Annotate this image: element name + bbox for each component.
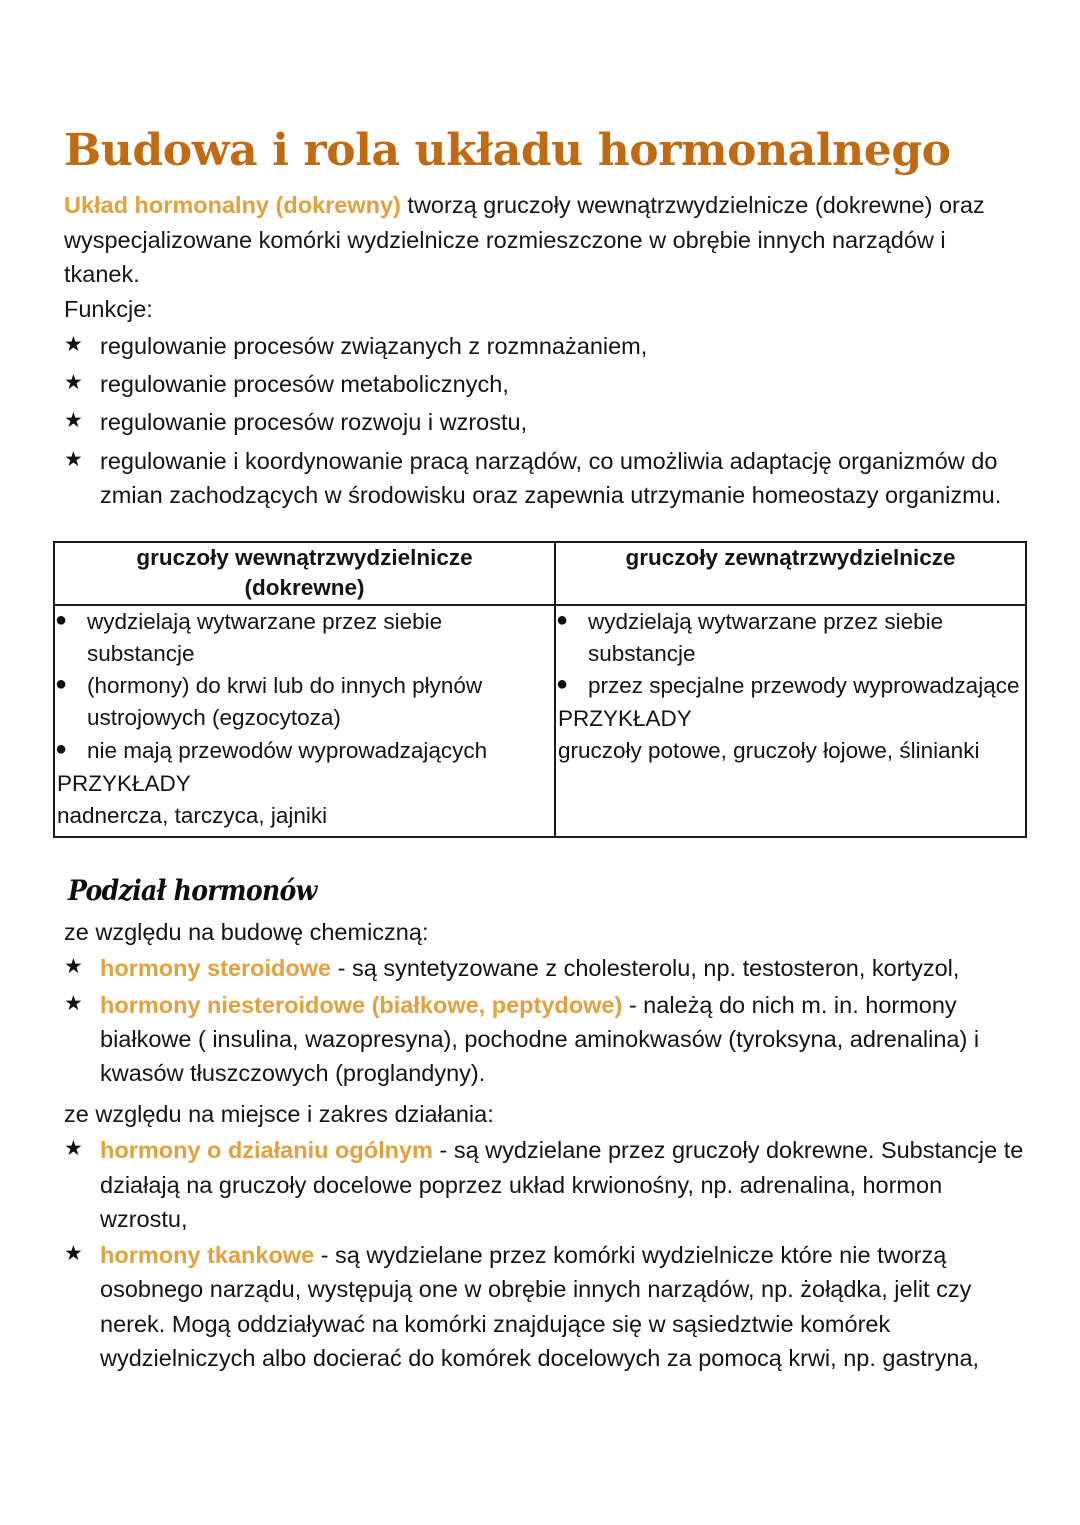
internal-examples-label: PRZYKŁADY (57, 771, 191, 797)
term-description: - są syntetyzowane z cholesterolu, np. testosteron, kortyzol, (331, 955, 960, 982)
list-item (64, 951, 1026, 985)
list-item-label: (hormony) do krwi lub do innych płynów ustrojowych (egzocytoza) (87, 673, 483, 731)
internal-glands-bullets (55, 606, 554, 768)
table-header-internal-line2: (dokrewne) (244, 575, 365, 601)
list-item (64, 988, 1026, 1091)
scope-hormones-list (64, 1133, 1026, 1375)
star-icon: ★ (64, 447, 83, 471)
intro-rest: tworzą gruczoły wewnątrzwydzielnicze (dokrewne) oraz wyspecjalizowane komórki wydzielnicze rozmieszczone w obrębie innych narządów i tkanek. (64, 191, 985, 288)
functions-label: Funkcje: (64, 296, 153, 323)
star-icon: ★ (64, 332, 83, 356)
document-content (55, 125, 1026, 1381)
lead-chemical-structure: ze względu na budowę chemiczną: (64, 918, 429, 945)
bullet-dot-icon: ● (55, 673, 68, 696)
list-item (556, 670, 1025, 702)
star-icon: ★ (64, 991, 83, 1015)
external-examples-value: gruczoły potowe, gruczoły łojowe, ślinianki (558, 738, 980, 764)
list-item-label: regulowanie i koordynowanie pracą narządów, co umożliwia adaptację organizmów do zmian zachodzących w środowisku oraz zapewnia utrzymanie homeostazy organizmu. (100, 447, 1002, 508)
table-cell-internal-glands (54, 605, 555, 837)
table-cell-external-glands (555, 605, 1026, 837)
star-icon: ★ (64, 1242, 83, 1266)
list-item (64, 367, 1026, 401)
bullet-dot-icon: ● (556, 673, 569, 696)
lead-scope-of-action: ze względu na miejsce i zakres działania: (64, 1100, 494, 1127)
star-icon: ★ (64, 409, 83, 433)
list-item (64, 329, 1026, 363)
term-description: - są wydzielane przez gruczoły dokrewne. Substancje te działają na gruczoły docelowe poprzez układ krwionośny, np. adrenalina, hormon wzrostu, (100, 1137, 1024, 1232)
star-icon: ★ (64, 1137, 83, 1161)
bullet-dot-icon: ● (55, 738, 68, 761)
table-header-row (54, 542, 1026, 604)
list-item (64, 444, 1026, 513)
list-item (556, 606, 1025, 670)
list-item-label: przez specjalne przewody wyprowadzające (588, 673, 1020, 699)
table-row (54, 605, 1026, 837)
table-header-external-line1: gruczoły zewnątrzwydzielnicze (625, 545, 956, 571)
table-header-internal-glands (54, 542, 555, 604)
external-glands-bullets (556, 606, 1025, 703)
functions-list (64, 329, 1026, 512)
list-item (64, 1133, 1026, 1236)
intro-paragraph (64, 188, 1026, 292)
bullet-dot-icon: ● (556, 608, 569, 631)
list-item-label: regulowanie procesów rozwoju i wzrostu, (100, 409, 528, 436)
list-item (55, 735, 554, 767)
table-header-external-glands (555, 542, 1026, 604)
term-description: - są wydzielane przez komórki wydzielnicze które nie tworzą osobnego narządu, występują one w obrębie innych narządów, np. żołądka, jelit czy nerek. Mogą oddziaływać na komórki znajdujące się w sąsiedztwie komórek wydzielniczych albo docierać do komórek docelowych za pomocą krwi, np. gastryna, (100, 1242, 980, 1372)
star-icon: ★ (64, 371, 83, 395)
list-item-content (100, 951, 1026, 985)
glands-table-wrapper (53, 541, 1025, 837)
list-item-label: nie mają przewodów wyprowadzających (87, 738, 488, 764)
list-item (55, 606, 554, 670)
list-item (64, 405, 1026, 439)
list-item (64, 1238, 1026, 1375)
page-title: Budowa i rola układu hormonalnego (64, 125, 951, 176)
list-item-label: wydzielają wytwarzane przez siebie substancje (87, 608, 443, 666)
chemical-hormones-list (64, 951, 1026, 1090)
list-item-label: regulowanie procesów związanych z rozmnażaniem, (100, 332, 648, 359)
term-label: hormony steroidowe (100, 955, 332, 982)
term-label: hormony tkankowe (100, 1242, 315, 1269)
bullet-dot-icon: ● (55, 608, 68, 631)
list-item (55, 670, 554, 734)
list-item-label: wydzielają wytwarzane przez siebie substancje (588, 608, 944, 666)
glands-comparison-table (53, 541, 1027, 837)
term-label: hormony niesteroidowe (białkowe, peptydowe) (100, 991, 623, 1018)
intro-highlight: Układ hormonalny (dokrewny) (64, 191, 401, 218)
section-heading-division: Podział hormonów (68, 873, 317, 907)
term-description: - należą do nich m. in. hormony białkowe ( insulina, wazopresyna), pochodne aminokwasów (tyroksyna, adrenalina) i kwasów tłuszczowych (proglandyny). (100, 991, 980, 1087)
external-examples-label: PRZYKŁADY (558, 706, 692, 732)
list-item-label: regulowanie procesów metabolicznych, (100, 371, 509, 398)
list-item-content (100, 1238, 1026, 1375)
term-label: hormony o działaniu ogólnym (100, 1137, 433, 1164)
table-header-internal-line1: gruczoły wewnątrzwydzielnicze (136, 545, 473, 571)
internal-examples-value: nadnercza, tarczyca, jajniki (57, 803, 328, 829)
star-icon: ★ (64, 955, 83, 979)
list-item-content (100, 988, 1026, 1091)
list-item-content (100, 1133, 1026, 1236)
